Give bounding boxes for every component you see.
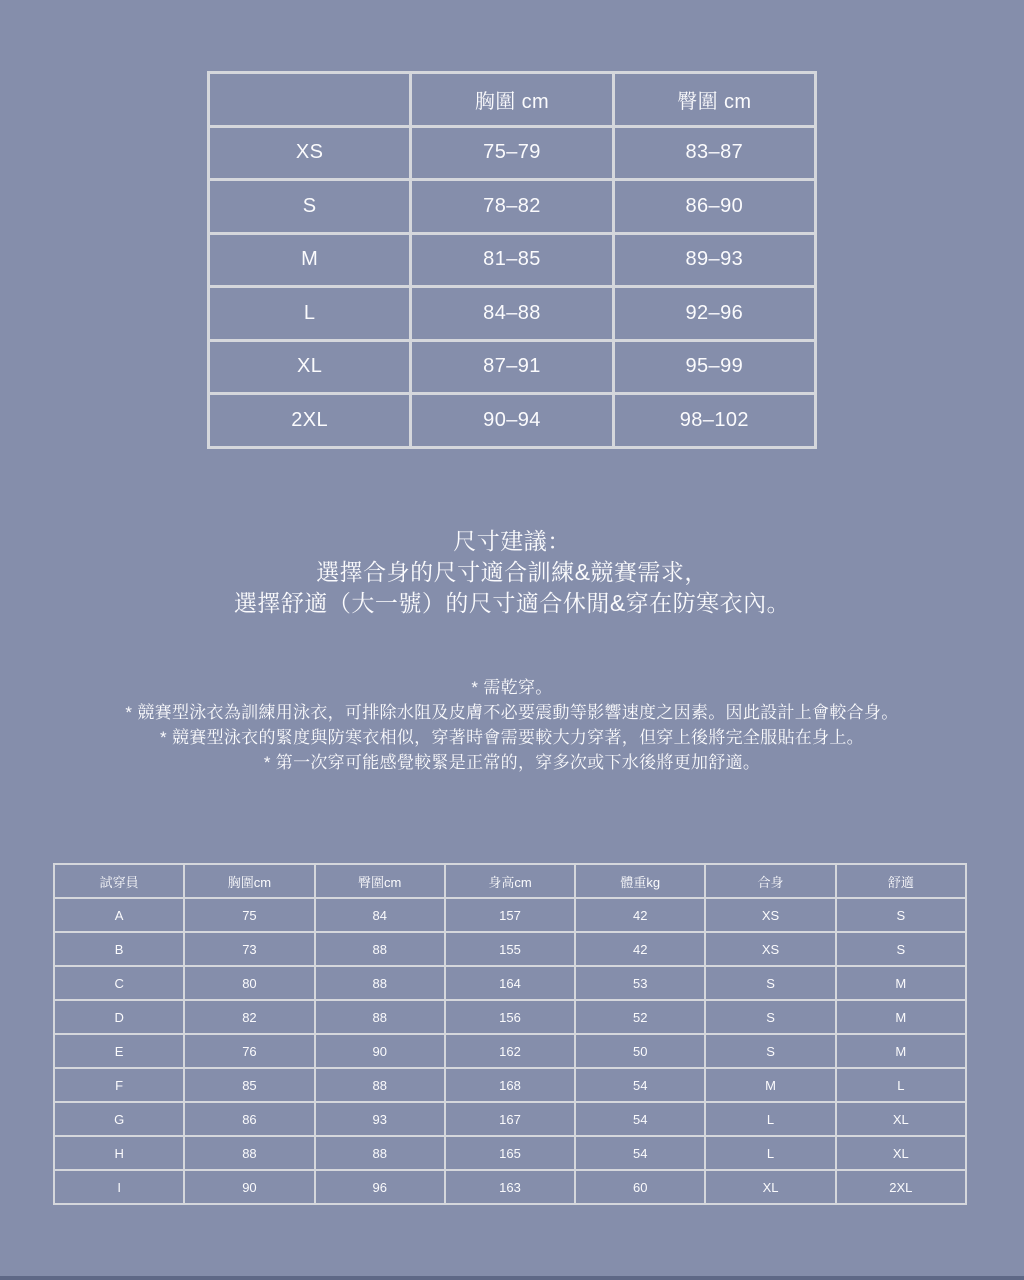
tester-comfort-size: XL [836,1136,966,1170]
hip-range: 92–96 [613,287,815,341]
tester-height: 156 [445,1000,575,1034]
tester-hip: 88 [315,1136,445,1170]
fit-col-hip: 臀圍cm [315,864,445,898]
table-row [54,1068,966,1102]
tester-height: 155 [445,932,575,966]
table-row [54,1136,966,1170]
tester-comfort-size: M [836,966,966,1000]
tester-chest: 76 [184,1034,314,1068]
tester-hip: 96 [315,1170,445,1204]
fit-test-header-row [54,864,966,898]
table-row [54,966,966,1000]
tester-id: D [54,1000,184,1034]
size-label: XL [209,340,411,394]
size-label: XS [209,126,411,180]
tester-id: A [54,898,184,932]
tester-fitted-size: XL [705,1170,835,1204]
fit-col-height: 身高cm [445,864,575,898]
tester-fitted-size: S [705,1034,835,1068]
tester-weight: 54 [575,1068,705,1102]
tester-hip: 88 [315,1068,445,1102]
tester-weight: 42 [575,898,705,932]
size-advice-title: 尺寸建議： [453,528,571,554]
tester-chest: 86 [184,1102,314,1136]
tester-fitted-size: M [705,1068,835,1102]
tester-id: C [54,966,184,1000]
tester-weight: 52 [575,1000,705,1034]
tester-chest: 82 [184,1000,314,1034]
tester-height: 165 [445,1136,575,1170]
size-label: S [209,180,411,234]
table-row [54,898,966,932]
hip-range: 89–93 [613,233,815,287]
tester-hip: 90 [315,1034,445,1068]
tester-hip: 88 [315,966,445,1000]
chest-range: 90–94 [411,394,613,448]
tester-hip: 88 [315,1000,445,1034]
tester-id: H [54,1136,184,1170]
table-row [54,1170,966,1204]
size-chart-corner-cell [209,73,411,127]
tester-fitted-size: XS [705,898,835,932]
tester-chest: 80 [184,966,314,1000]
size-chart-col-chest: 胸圍 cm [411,73,613,127]
size-chart-table [207,71,817,449]
fit-col-fitted: 合身 [705,864,835,898]
size-advice-line: 選擇舒適（大一號）的尺寸適合休閒&穿在防寒衣內。 [233,590,791,616]
table-row [209,126,816,180]
notes-block [0,675,1024,775]
tester-chest: 73 [184,932,314,966]
table-row [209,394,816,448]
fit-col-tester: 試穿員 [54,864,184,898]
tester-comfort-size: XL [836,1102,966,1136]
tester-weight: 42 [575,932,705,966]
tester-id: E [54,1034,184,1068]
fit-col-comfort: 舒適 [836,864,966,898]
hip-range: 83–87 [613,126,815,180]
size-advice-block [0,526,1024,619]
tester-hip: 88 [315,932,445,966]
table-row [54,932,966,966]
tester-height: 157 [445,898,575,932]
tester-comfort-size: 2XL [836,1170,966,1204]
tester-height: 162 [445,1034,575,1068]
chest-range: 87–91 [411,340,613,394]
tester-weight: 60 [575,1170,705,1204]
tester-comfort-size: S [836,932,966,966]
bottom-edge-strip [0,1276,1024,1280]
table-row [209,180,816,234]
tester-hip: 84 [315,898,445,932]
tester-hip: 93 [315,1102,445,1136]
tester-fitted-size: L [705,1102,835,1136]
chest-range: 81–85 [411,233,613,287]
tester-chest: 75 [184,898,314,932]
tester-fitted-size: S [705,966,835,1000]
fit-col-weight: 體重kg [575,864,705,898]
table-row [209,287,816,341]
tester-id: G [54,1102,184,1136]
hip-range: 98–102 [613,394,815,448]
size-label: M [209,233,411,287]
tester-fitted-size: S [705,1000,835,1034]
tester-weight: 54 [575,1136,705,1170]
tester-comfort-size: M [836,1034,966,1068]
fit-test-table [53,863,967,1205]
note-line: * 需乾穿。 [471,678,553,697]
chest-range: 75–79 [411,126,613,180]
tester-id: I [54,1170,184,1204]
size-chart-header-row [209,73,816,127]
fit-col-chest: 胸圍cm [184,864,314,898]
table-row [54,1034,966,1068]
note-line: * 競賽型泳衣為訓練用泳衣，可排除水阻及皮膚不必要震動等影響速度之因素。因此設計上會較合身。 [125,703,899,722]
tester-chest: 90 [184,1170,314,1204]
tester-height: 164 [445,966,575,1000]
hip-range: 86–90 [613,180,815,234]
tester-height: 168 [445,1068,575,1102]
size-label: L [209,287,411,341]
note-line: * 競賽型泳衣的緊度與防寒衣相似，穿著時會需要較大力穿著，但穿上後將完全服貼在身上。 [160,728,864,747]
tester-chest: 88 [184,1136,314,1170]
tester-fitted-size: L [705,1136,835,1170]
tester-comfort-size: L [836,1068,966,1102]
tester-height: 163 [445,1170,575,1204]
table-row [54,1102,966,1136]
tester-id: B [54,932,184,966]
chest-range: 78–82 [411,180,613,234]
chest-range: 84–88 [411,287,613,341]
table-row [209,233,816,287]
tester-comfort-size: M [836,1000,966,1034]
tester-chest: 85 [184,1068,314,1102]
note-line: * 第一次穿可能感覺較緊是正常的，穿多次或下水後將更加舒適。 [263,753,761,772]
tester-weight: 50 [575,1034,705,1068]
tester-weight: 54 [575,1102,705,1136]
tester-height: 167 [445,1102,575,1136]
table-row [209,340,816,394]
tester-comfort-size: S [836,898,966,932]
size-chart-col-hip: 臀圍 cm [613,73,815,127]
table-row [54,1000,966,1034]
tester-weight: 53 [575,966,705,1000]
tester-fitted-size: XS [705,932,835,966]
tester-id: F [54,1068,184,1102]
size-advice-line: 選擇合身的尺寸適合訓練&競賽需求， [316,559,708,585]
hip-range: 95–99 [613,340,815,394]
size-label: 2XL [209,394,411,448]
